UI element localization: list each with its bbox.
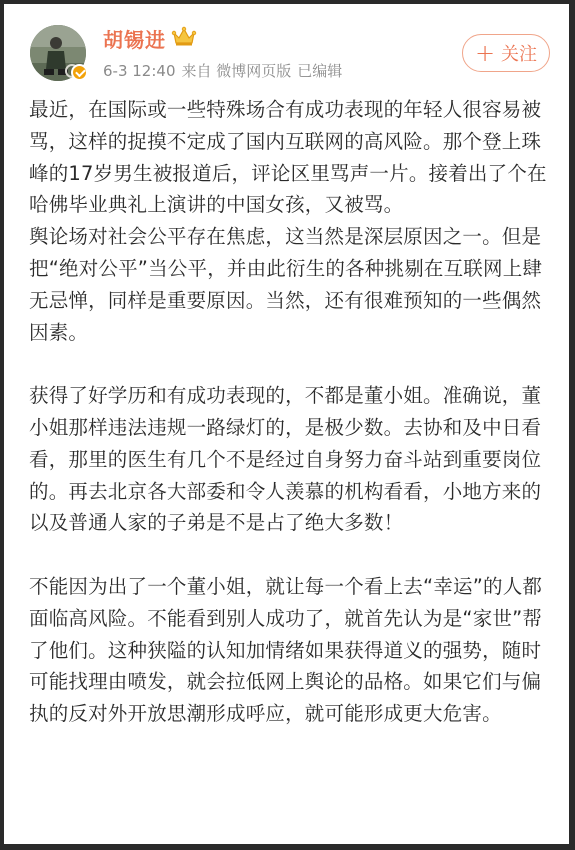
post-body (29, 94, 551, 730)
author-name[interactable]: 胡锡进 (103, 28, 166, 52)
border-left (0, 0, 4, 850)
border-bottom (0, 844, 575, 850)
follow-label: 关注 (501, 44, 538, 65)
post-timestamp[interactable]: 6-3 12:40 (103, 62, 176, 80)
post-source: 来自 微博网页版 (181, 62, 292, 80)
crown-icon (171, 25, 197, 47)
paragraph-2: 舆论场对社会公平存在焦虑，这当然是深层原因之一。但是把“绝对公平”当公平，并由此衍生的各种挑剔在互联网上肆无忌惮，同样是重要原因。当然，还有很难预知的一些偶然因素。 (29, 225, 543, 344)
paragraph-gap (29, 348, 551, 380)
paragraph-4: 不能因为出了一个董小姐，就让每一个看上去“幸运”的人都面临高风险。不能看到别人成功了，就首先认为是“家世”帮了他们。这种狭隘的认知加情绪如果获得道义的强势，随时可能找理由喷发，就会拉低网上舆论的品格。如果它们与偏执的反对外开放思潮形成呼应，就可能形成更大危害。 (29, 574, 543, 726)
paragraph-1: 最近，在国际或一些特殊场合有成功表现的年轻人很容易被骂，这样的捉摸不定成了国内互联网的高风险。那个登上珠峰的17岁男生被报道后，评论区里骂声一片。接着出了个在哈佛毕业典礼上演讲的中国女孩，又被骂。 (29, 98, 547, 217)
paragraph-3: 获得了好学历和有成功表现的，不都是董小姐。准确说，董小姐那样违法违规一路绿灯的，是极少数。去协和及中日看看，那里的医生有几个不是经过自身努力奋斗站到重要岗位的。再去北京各大部委和令人羡慕的机构看看，小地方来的以及普通人家的子弟是不是占了绝大多数！ (29, 384, 542, 535)
paragraph-gap (29, 539, 551, 571)
edited-label[interactable]: 已编辑 (297, 62, 343, 80)
border-right (569, 0, 575, 850)
post-meta (103, 60, 348, 81)
post-header (0, 0, 575, 92)
follow-button[interactable] (462, 34, 550, 72)
verified-badge-icon (71, 64, 88, 81)
plus-icon: + (474, 39, 496, 67)
